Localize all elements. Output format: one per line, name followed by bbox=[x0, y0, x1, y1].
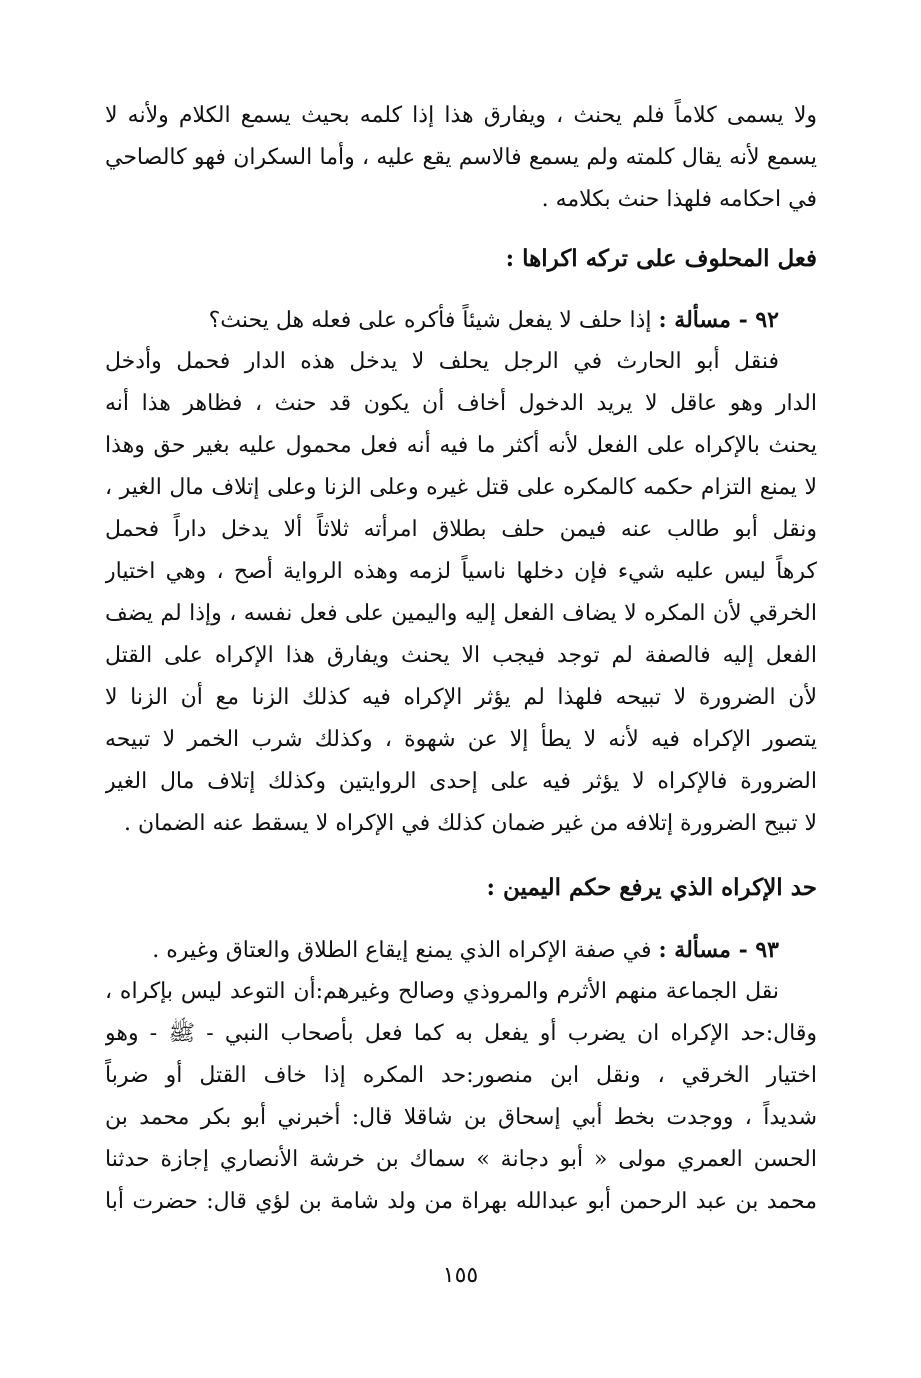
text-line: في احكامه فلهذا حنث بكلامه . bbox=[541, 187, 817, 212]
section-heading: حد الإكراه الذي يرفع حكم اليمين : bbox=[486, 874, 817, 901]
issue-text: في صفة الإكراه الذي يمنع إيقاع الطلاق والعتاق وغيره . bbox=[152, 938, 652, 963]
text-line: كرهاً ليس عليه شيء فإن دخلها ناسياً لزمه وهذه الرواية أصح ، وهي اختيار bbox=[105, 559, 817, 584]
text-line: فنقل أبو الحارث في الرجل يحلف لا يدخل هذه الدار فحمل وأدخل bbox=[105, 349, 779, 374]
issue-text: إذا حلف لا يفعل شيئاً فأكره على فعله هل يحنث؟ bbox=[208, 308, 652, 333]
text-line: يسمع لأنه يقال كلمته ولم يسمع فالاسم يقع عليه ، وأما السكران فهو كالصاحي bbox=[105, 145, 817, 170]
text-line: اختيار الخرقي ، ونقل ابن منصور:حد المكره إذا خاف القتل أو ضرباً bbox=[105, 1063, 817, 1088]
text-line: لأن الضرورة لا تبيحه فلهذا لم يؤثر الإكراه فيه كذلك الزنا مع أن الزنا لا bbox=[105, 685, 817, 710]
issue-line bbox=[105, 928, 779, 972]
text-line: شديداً ، ووجدت بخط أبي إسحاق بن شاقلا قال: أخبرني أبو بكر محمد بن bbox=[105, 1105, 817, 1130]
issue-line bbox=[105, 298, 779, 342]
text-line: الضرورة فالإكراه لا يؤثر فيه على إحدى الروايتين وكذلك إتلاف مال الغير bbox=[105, 769, 817, 794]
section-heading: فعل المحلوف على تركه اكراها : bbox=[505, 245, 817, 272]
text-line: يحنث بالإكراه على الفعل لأنه أكثر ما فيه أنه فعل محمول عليه بغير حق وهذا bbox=[105, 433, 817, 458]
text-line: لا يمنع التزام حكمه كالمكره على قتل غيره وعلى الزنا وعلى إتلاف مال الغير ، bbox=[105, 475, 817, 500]
text-line: الخرقي لأن المكره لا يضاف الفعل إليه واليمين على فعل نفسه ، وإذا لم يضف bbox=[105, 601, 817, 626]
text-line: نقل الجماعة منهم الأثرم والمروذي وصالح وغيرهم:أن التوعد ليس بإكراه ، bbox=[105, 979, 779, 1004]
text-line: الحسن العمري مولى « أبو دجانة » سماك بن خرشة الأنصاري إجازة حدثنا bbox=[105, 1147, 817, 1172]
issue-number: ٩٢ - مسألة : bbox=[658, 307, 779, 333]
text-line: ولا يسمى كلاماً فلم يحنث ، ويفارق هذا إذا كلمه بحيث يسمع الكلام ولأنه لا bbox=[105, 103, 817, 128]
text-line: الدار وهو عاقل لا يريد الدخول أخاف أن يكون قد حنث ، فظاهر هذا أنه bbox=[105, 391, 817, 416]
text-line: محمد بن عبد الرحمن أبو عبدالله بهراة من ولد شامة بن لؤي قال: حضرت أبا bbox=[105, 1189, 817, 1214]
issue-number: ٩٣ - مسألة : bbox=[658, 937, 779, 963]
text-line: ونقل أبو طالب عنه فيمن حلف بطلاق امرأته ثلاثاً ألا يدخل داراً فحمل bbox=[105, 517, 817, 542]
text-line: الفعل إليه فالصفة لم توجد فيجب الا يحنث ويفارق هذا الإكراه على القتل bbox=[105, 643, 817, 668]
text-line: لا تبيح الضرورة إتلافه من غير ضمان كذلك في الإكراه لا يسقط عنه الضمان . bbox=[124, 811, 817, 836]
text-line: وقال:حد الإكراه ان يضرب أو يفعل به كما فعل بأصحاب النبي - ﷺ - وهو bbox=[105, 1021, 817, 1046]
page-number: ١٥٥ bbox=[442, 1263, 479, 1288]
text-line: يتصور الإكراه فيه لأنه لا يطأ إلا عن شهوة ، وكذلك شرب الخمر لا تبيحه bbox=[105, 727, 817, 752]
